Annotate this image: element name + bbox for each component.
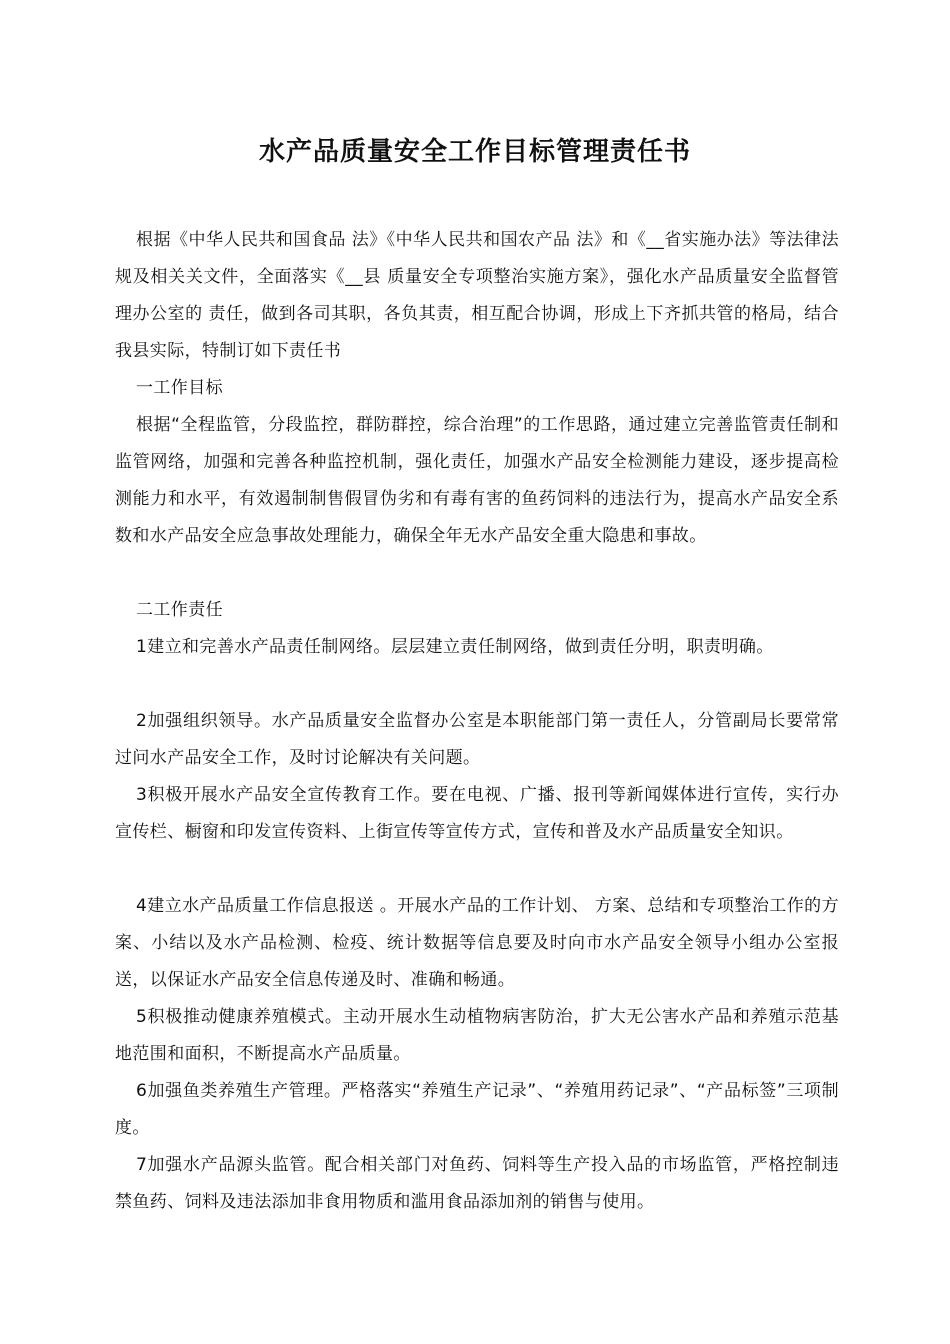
document-title: 水产品质量安全工作目标管理责任书 <box>258 137 691 167</box>
responsibility-item-2: 2加强组织领导。水产品质量安全监督办公室是本职能部门第一责任人，分管副局长要常常过问水产品安全工作，及时讨论解决有关问题。 <box>115 711 839 768</box>
goals-paragraph: 根据“全程监管，分段监控，群防群控，综合治理”的工作思路，通过建立完善监管责任制和监管网络，加强和完善各种监控机制，强化责任，加强水产品安全检测能力建设，逐步提高检测能力和水平，有效遏制制售假冒伪劣和有毒有害的鱼药饲料的违法行为，提高水产品安全系数和水产品安全应急事故处理能力，确保全年无水产品安全重大隐患和事故。 <box>115 415 839 546</box>
responsibility-item-7: 7加强水产品源头监管。配合相关部门对鱼药、饲料等生产投入品的市场监管，严格控制违禁鱼药、饲料及违法添加非食用物质和滥用食品添加剂的销售与使用。 <box>115 1155 839 1212</box>
responsibility-item-5: 5积极推动健康养殖模式。主动开展水生动植物病害防治，扩大无公害水产品和养殖示范基地范围和面积，不断提高水产品质量。 <box>115 1007 839 1064</box>
responsibility-item-3: 3积极开展水产品安全宣传教育工作。要在电视、广播、报刊等新闻媒体进行宣传，实行办宣传栏、橱窗和印发宣传资料、上街宣传等宣传方式，宣传和普及水产品质量安全知识。 <box>115 785 839 842</box>
responsibility-item-4: 4建立水产品质量工作信息报送 。开展水产品的工作计划、 方案、总结和专项整治工作的方案、小结以及水产品检测、检疫、统计数据等信息要及时向市水产品安全领导小组办公室报送，以保证水产品安全信息传递及时、准确和畅通。 <box>115 896 839 990</box>
responsibility-item-6: 6加强鱼类养殖生产管理。严格落实“养殖生产记录”、“养殖用药记录”、“产品标签”三项制度。 <box>115 1081 839 1138</box>
section-heading-goals: 一工作目标 <box>136 378 223 398</box>
intro-paragraph: 根据《中华人民共和国食品 法》《中华人民共和国农产品 法》和《__省实施办法》等法律法规及相关关文件，全面落实《__县 质量安全专项整治实施方案》，强化水产品质量安全监督管理办公室的 责任，做到各司其职，各负其责，相互配合协调，形成上下齐抓共管的格局，结合我县实际，特制订如下责任书 <box>115 230 839 361</box>
section-heading-responsibilities: 二工作责任 <box>136 600 223 620</box>
responsibility-item-1: 1建立和完善水产品责任制网络。层层建立责任制网络，做到责任分明，职责明确。 <box>136 637 774 657</box>
